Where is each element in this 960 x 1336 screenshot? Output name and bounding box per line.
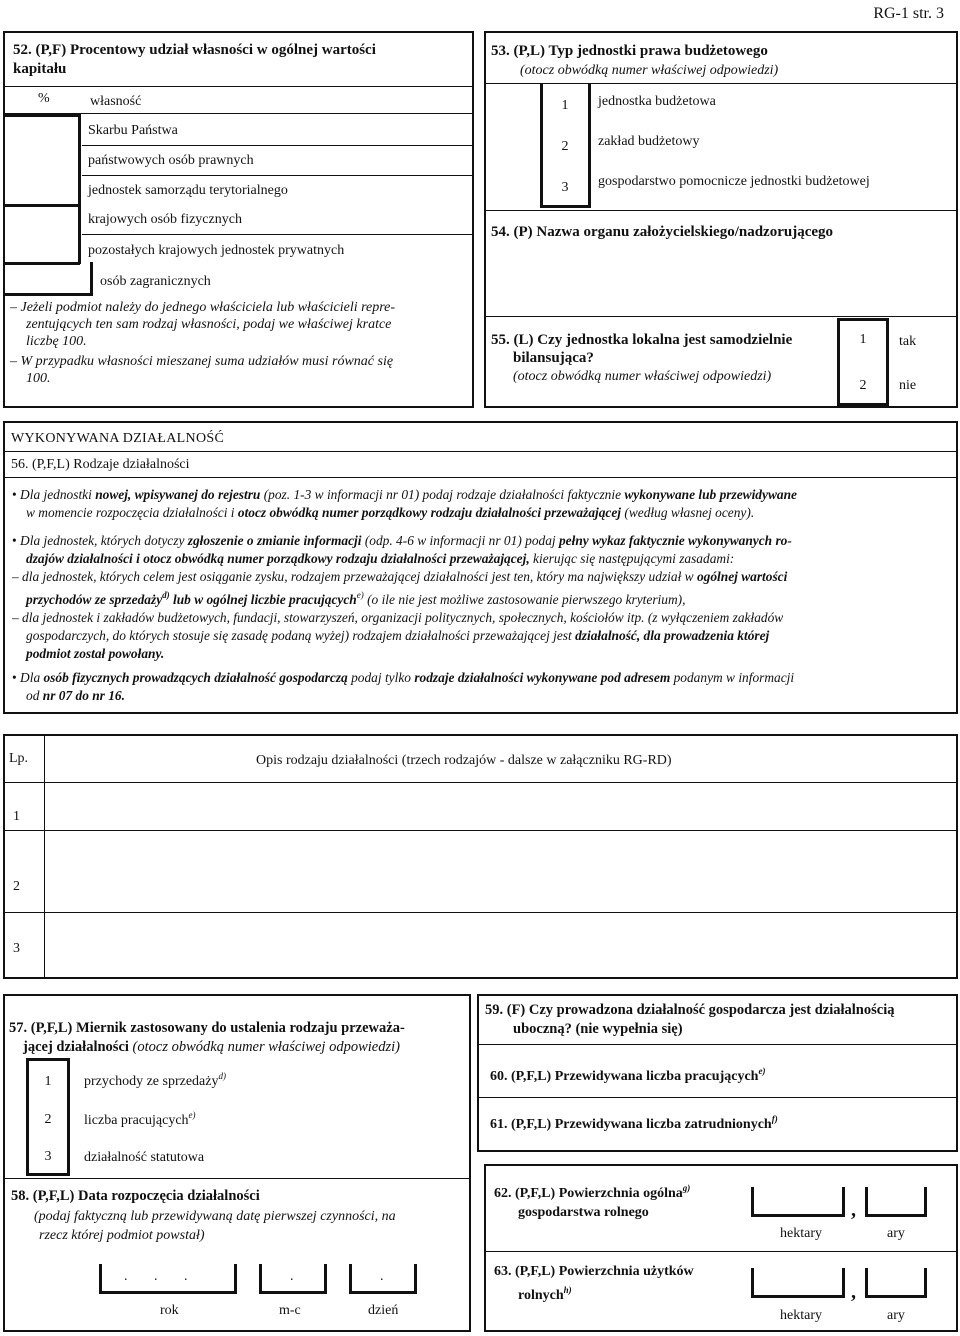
q62-title: 62. (P,F,L) Powierzchnia ogólna$^{g)}$ gospodarstwa rolnego [494, 1183, 691, 1220]
q53-option-1-label: jednostka budżetowa [598, 94, 716, 109]
q52-row-3: jednostek samorządu terytorialnego [88, 183, 288, 198]
q55-option-1-label: tak [899, 334, 917, 349]
q58-date-month[interactable]: . [259, 1264, 327, 1294]
q62-hectares-box[interactable] [751, 1187, 845, 1217]
q63-unit-hectares: hektary [780, 1308, 822, 1323]
q58-label-day: dzień [368, 1303, 399, 1318]
q53-title: 53. (P,L) Typ jednostki prawa budżetowego [491, 43, 768, 59]
q63-ares-box[interactable] [865, 1268, 927, 1298]
q57-option-1-num[interactable]: 1 [44, 1074, 52, 1089]
q56-bullet-3: • Dla osób fizycznych prowadzących działalność gospodarczą podaj tylko rodzaje działalności wykonywane pod adresem podanym w informacji od nr 07 do nr 16. [12, 670, 795, 703]
table-row-1-desc[interactable] [46, 784, 956, 830]
q57-option-3-num[interactable]: 3 [44, 1149, 52, 1164]
q55-option-2-label: nie [899, 378, 917, 393]
page-label: RG-1 str. 3 [873, 5, 944, 22]
q52-note-2: – W przypadku własności mieszanej suma udziałów musi równać się 100. [10, 354, 394, 386]
q52-col-percent: % [38, 91, 50, 106]
q53-option-3-num[interactable]: 3 [561, 180, 569, 195]
table-row-2-lp: 2 [13, 879, 20, 894]
q55-option-2-num[interactable]: 2 [859, 378, 867, 393]
table-row-2-desc[interactable] [46, 832, 956, 912]
q56-bullet-2: • Dla jednostek, których dotyczy zgłoszenie o zmianie informacji (odp. 4-6 w informacji nr 01) podaj pełny wykaz faktycznie wykonywanych ro- dzajów działalności i otocz obwódką numer porządkowy rodzaju działalności przeważającej, kierując się następującymi zasadami: – dla jednostek, których celem jest osiąganie zysku, rodzajem przeważającej działalności jest ten, który ma największy udział w ogólnej wartości przychodów ze sprzedaży$^{d)}$ lub w ogólnej liczbie pracujących$^{e)}$ (o ile nie jest możliwe zastosowanie pierwszego kryterium), – dla jednostek i zakładów budżetowych, fundacji, stowarzyszeń, organizacji politycznych, społecznych, kościołów itp. (z wyłączeniem zakładów gospodarczych, do których stosuje się zasadę podaną wyżej) rodzajem działalności przeważającej jest działalność, dla prowadzenia której podmiot został powołany. [12, 533, 792, 661]
q53-option-2-label: zakład budżetowy [598, 134, 700, 149]
q54-title: 54. (P) Nazwa organu założycielskiego/nadzorującego [491, 224, 834, 240]
q58-subtitle: (podaj faktyczną lub przewidywaną datę pierwszej czynności, na rzecz której podmiot powstał) [34, 1209, 396, 1243]
q53-option-2-num[interactable]: 2 [561, 139, 569, 154]
table-col-desc: Opis rodzaju działalności (trzech rodzajów - dalsze w załączniku RG-RD) [256, 753, 672, 768]
q52-row-1: Skarbu Państwa [88, 123, 178, 138]
table-row-3-lp: 3 [13, 941, 20, 956]
q52-note-1: – Jeżeli podmiot należy do jednego właściciela lub właścicieli repre- zentujących ten sam rodzaj własności, podaj we właściwej kratce liczbę 100. [10, 300, 396, 349]
q62-unit-ares: ary [887, 1226, 905, 1241]
q63-hectares-box[interactable] [751, 1268, 845, 1298]
q57-title: 57. (P,F,L) Miernik zastosowany do ustalenia rodzaju przeważa- jącej działalności (otocz obwódką numer właściwej odpowiedzi) [9, 1020, 405, 1055]
q57-option-1-label: przychody ze sprzedaży$^{d)}$ [84, 1071, 226, 1089]
q61-title: 61. (P,F,L) Przewidywana liczba zatrudnionych$^{f)}$ [490, 1114, 778, 1132]
q52-title-line1: 52. (P,F) Procentowy udział własności w ogólnej wartości [13, 42, 376, 58]
q58-label-year: rok [160, 1303, 179, 1318]
q55-subtitle: (otocz obwódką numer właściwej odpowiedzi) [513, 369, 772, 384]
q57-option-3-label: działalność statutowa [84, 1150, 205, 1165]
table-row-1-lp: 1 [13, 809, 20, 824]
q57-option-2-num[interactable]: 2 [44, 1112, 52, 1127]
q63-comma: , [851, 1281, 856, 1303]
q52-title [13, 41, 376, 79]
q55-option-1-num[interactable]: 1 [859, 332, 867, 347]
section-heading: WYKONYWANA DZIAŁALNOŚĆ [11, 431, 225, 446]
q57-option-2-label: liczba pracujących$^{e)}$ [84, 1110, 196, 1128]
q63-title: 63. (P,F,L) Powierzchnia użytków rolnych$^{h)}$ [494, 1264, 694, 1303]
table-row-3-desc[interactable] [46, 914, 956, 977]
q56-title: 56. (P,F,L) Rodzaje działalności [11, 457, 190, 472]
q59-title: 59. (F) Czy prowadzona działalność gospodarcza jest działalnością uboczną? (nie wypełnia się) [485, 1002, 895, 1037]
q52-row-2: państwowych osób prawnych [88, 153, 254, 168]
q60-title: 60. (P,F,L) Przewidywana liczba pracujących$^{e)}$ [490, 1066, 766, 1084]
q56-bullet-1: • Dla jednostki nowej, wpisywanej do rejestru (poz. 1-3 w informacji nr 01) podaj rodzaje działalności faktycznie wykonywane lub przewidywane w momencie rozpoczęcia działalności i otocz obwódką numer porządkowy rodzaju działalności przeważającej (według własnej oceny). [12, 487, 797, 520]
q62-unit-hectares: hektary [780, 1226, 822, 1241]
q63-unit-ares: ary [887, 1308, 905, 1323]
q52-row-5: pozostałych krajowych jednostek prywatnych [88, 243, 345, 258]
q52-col-ownership: własność [90, 94, 142, 109]
q53-subtitle: (otocz obwódką numer właściwej odpowiedzi) [520, 63, 779, 78]
q62-comma: , [851, 1199, 856, 1221]
q52-row-6: osób zagranicznych [100, 274, 211, 289]
q58-label-month: m-c [279, 1303, 301, 1318]
q52-title-line2: kapitału [13, 61, 67, 77]
q58-date-year[interactable]: . . . [99, 1264, 237, 1294]
q53-option-1-num[interactable]: 1 [561, 98, 569, 113]
q62-ares-box[interactable] [865, 1187, 927, 1217]
q58-date-day[interactable]: . [349, 1264, 417, 1294]
table-col-lp: Lp. [9, 751, 29, 766]
q53-option-3-label: gospodarstwo pomocnicze jednostki budżetowej [598, 174, 870, 189]
q58-title: 58. (P,F,L) Data rozpoczęcia działalności [11, 1188, 260, 1204]
q55-title: 55. (L) Czy jednostka lokalna jest samodzielnie bilansująca? [491, 332, 793, 366]
q52-row-4: krajowych osób fizycznych [88, 212, 242, 227]
